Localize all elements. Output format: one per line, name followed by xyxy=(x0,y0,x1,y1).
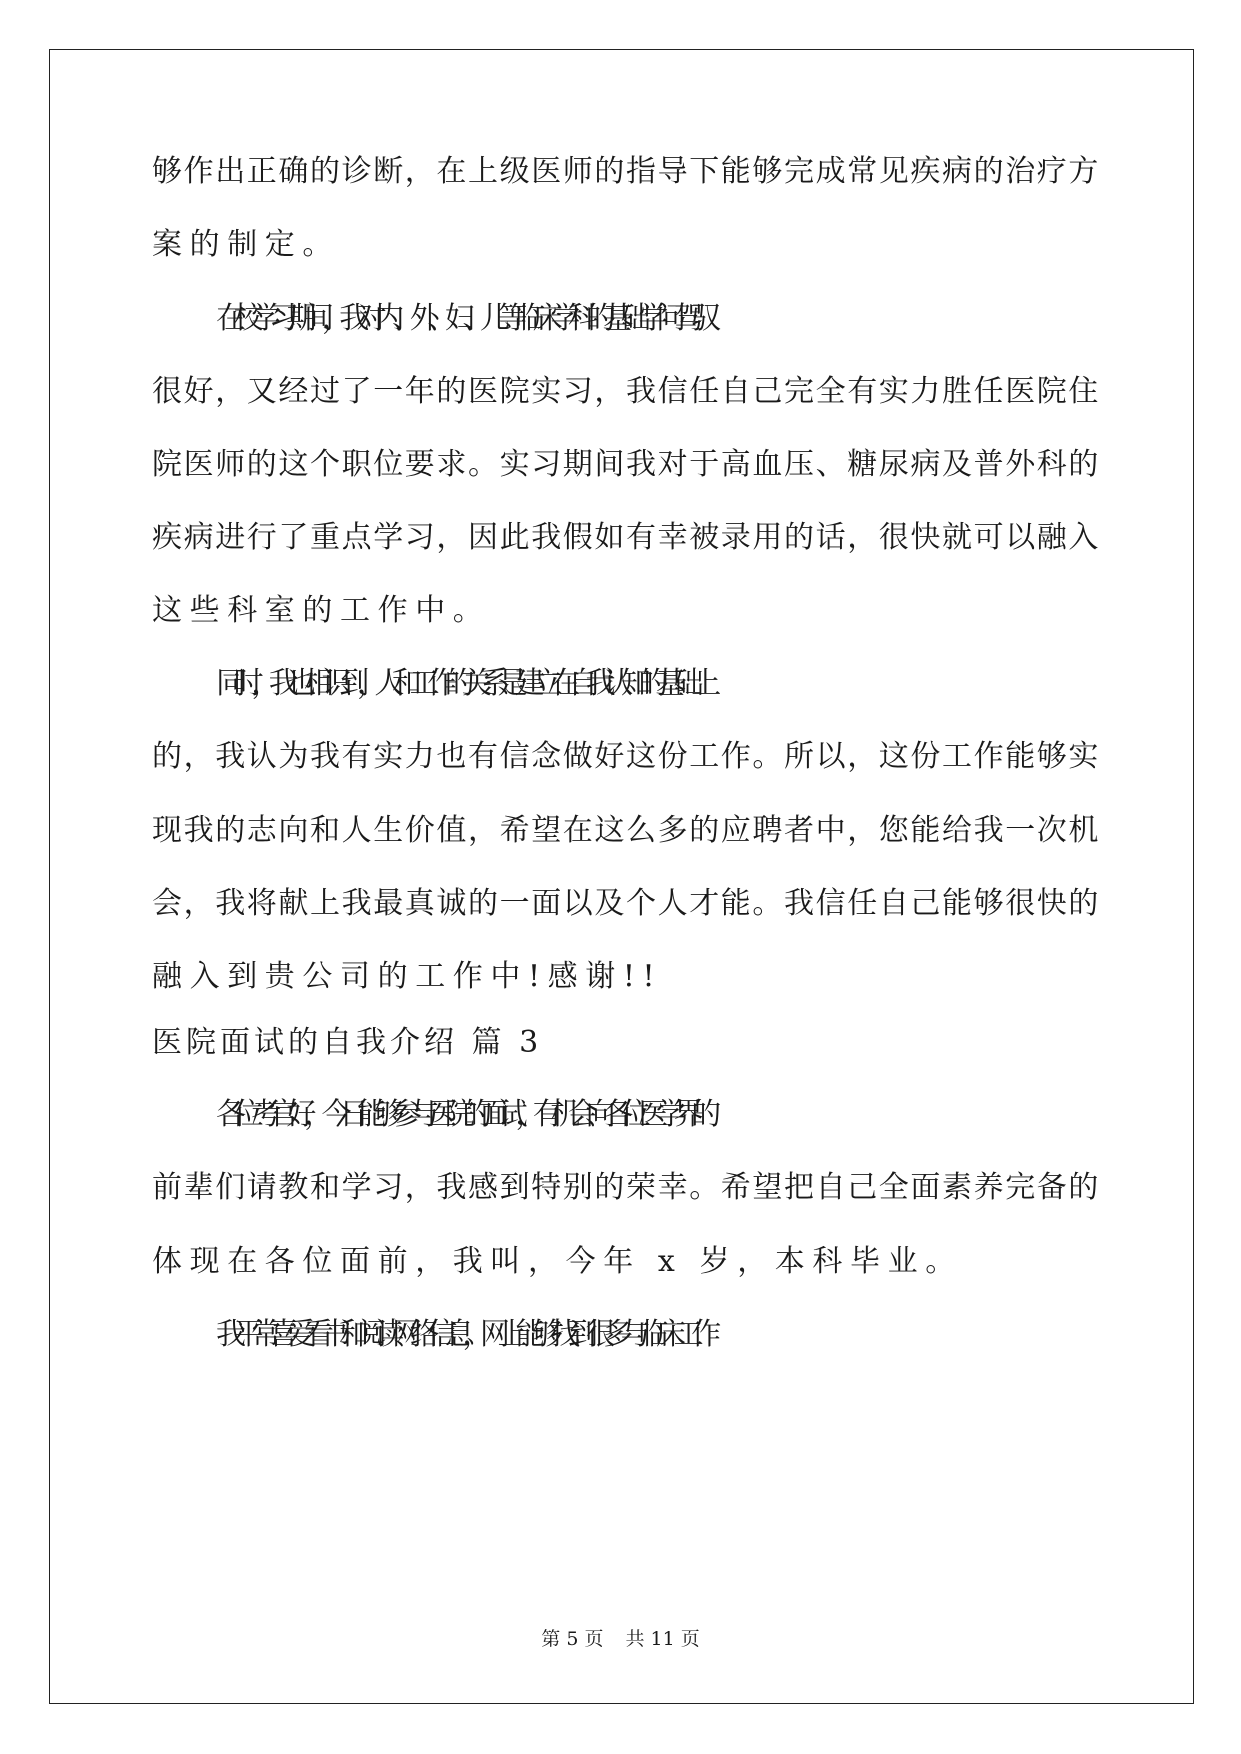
text-line: 很好，又经过了一年的医院实习，我信任自己完全有实力胜任医院住 xyxy=(152,374,1100,409)
text-line: 现我的志向和人生价值，希望在这么多的应聘者中，您能给我一次机 xyxy=(152,813,1100,848)
text-line: 前辈们请教和学习，我感到特别的荣幸。希望把自己全面素养完备的 xyxy=(152,1170,1100,1205)
text-line: 融入到贵公司的工作中!感谢!! xyxy=(152,959,663,994)
text-line: 会，我将献上我最真诚的一面以及个人才能。我信任自己能够很快的 xyxy=(152,886,1100,921)
text-line: 疾病进行了重点学习，因此我假如有幸被录用的话，很快就可以融入 xyxy=(152,520,1100,555)
paragraph-start: 各位考官好，今日能够参与医院的面试，有机会向各位医学界的 xyxy=(216,1097,709,1132)
page-footer xyxy=(0,1625,1241,1653)
page-total: 共 11 页 xyxy=(625,1628,700,1650)
text-line: 体现在各位面前，我叫，今年 x 岁，本科毕业。 xyxy=(152,1244,963,1279)
paragraph-start: 在校学习期间，我对内、外、妇、儿等临床学科的基础学问驾驭 xyxy=(216,301,709,336)
page-number: 第 5 页 xyxy=(541,1628,604,1650)
section-heading: 医院面试的自我介绍 篇 3 xyxy=(152,1025,543,1060)
text-line: 案的制定。 xyxy=(152,227,340,262)
text-line: 的，我认为我有实力也有信念做好这份工作。所以，这份工作能够实 xyxy=(152,739,1100,774)
paragraph-start: 同时，我也相识到，人和工作的关系是建立在自我认知的基础上 xyxy=(216,666,709,701)
text-line: 院医师的这个职位要求。实习期间我对于高血压、糖尿病及普外科的 xyxy=(152,447,1100,482)
text-line: 够作出正确的诊断，在上级医师的指导下能够完成常见疾病的治疗方 xyxy=(152,154,1100,189)
paragraph-start: 我平常喜爱看书和阅读网络信息，网上能够找到很多与临床工作 xyxy=(216,1317,709,1352)
text-line: 这些科室的工作中。 xyxy=(152,593,491,628)
